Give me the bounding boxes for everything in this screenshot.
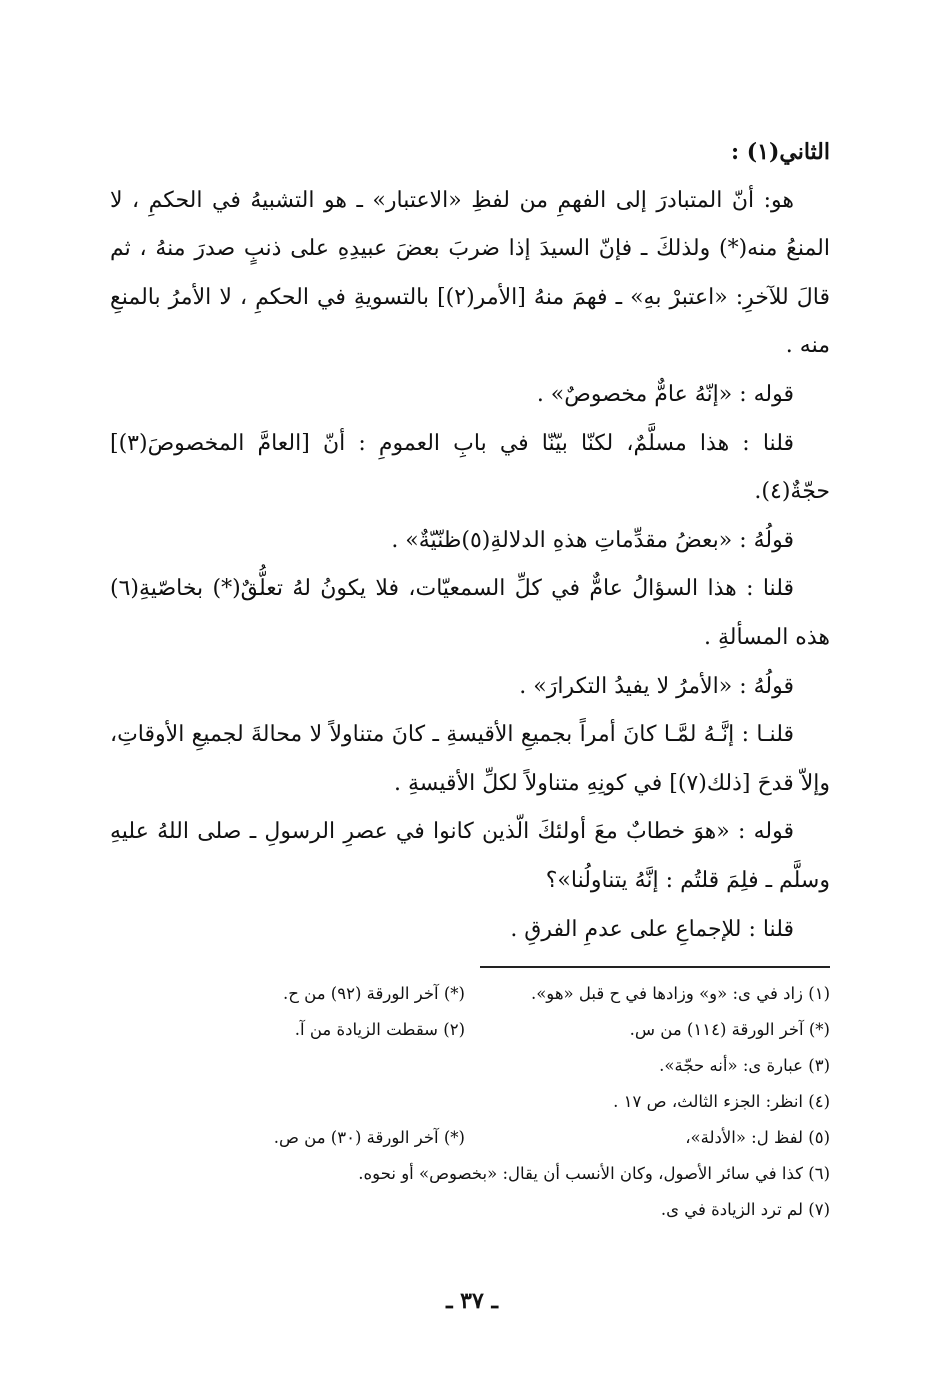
main-text: [110, 128, 830, 954]
paragraph: قوله : «إنّهُ عامٌّ مخصوصٌ» .: [536, 381, 794, 407]
footnote-row: [110, 976, 830, 1012]
footnote-4: (٤) انظر: الجزء الثالث، ص ١٧ .: [613, 1092, 830, 1111]
footnote-5: (٥) لفظ ل: «الأدلة»،: [685, 1128, 830, 1147]
paragraph: قلنا : للإجماعِ على عدمِ الفرقِ .: [510, 916, 794, 942]
page-number: ـ ٣٧ ـ: [446, 1288, 498, 1314]
footnote-7: (٧) لم ترد الزيادة في ى.: [660, 1200, 830, 1219]
footnote-marker-sad: (*) آخر الورقة (٣٠) من ص.: [273, 1128, 465, 1147]
paragraph: قلنا : هذا السؤالُ عامٌّ في كلِّ السمعيّات، فلا يكونُ لهُ تعلُّقٌ(*) بخاصّيةِ(٦) هذه المسألةِ .: [110, 576, 830, 650]
footnote-divider: [480, 966, 830, 968]
footnote-6: (٦) كذا في سائر الأصول، وكان الأنسب أن يقال: «بخصوص» أو نحوه.: [358, 1164, 830, 1183]
section-heading: الثاني(١) :: [730, 139, 830, 165]
footnote-marker-sin: (*) آخر الورقة (١١٤) من س.: [629, 1020, 830, 1039]
footnote-2: (٢) سقطت الزيادة من آ.: [294, 1020, 465, 1039]
footnote-3: (٣) عبارة ى: «أنه حجّة».: [659, 1056, 830, 1075]
paragraph: قوله : «هوَ خطابٌ معَ أولئكَ الّذين كانوا في عصرِ الرسولِ ـ صلى اللهُ عليهِ وسلَّم ـ فلِمَ قلتُم : إنَّهُ يتناولُنا»؟: [110, 819, 830, 893]
footnote-marker-ha: (*) آخر الورقة (٩٢) من ح.: [283, 984, 465, 1003]
paragraph: قولُهُ : «الأمرُ لا يفيدُ التكرارَ» .: [519, 673, 794, 699]
paragraph: قلنا : هذا مسلَّمٌ، لكنّا بيّنّا في بابِ العمومِ : أنّ [العامَّ المخصوصَ(٣)] حجّةٌ(٤).: [110, 430, 830, 505]
paragraph: قلنـا : إنَّـهُ لمَّـا كانَ أمراً بجميعِ الأقيسةِ ـ كانَ متناولاً لا محالةَ لجميعِ الأوقاتِ، وإلاّ قدحَ [ذلك(٧)] في كونِهِ متناولاً لكلِّ الأقيسةِ .: [110, 722, 830, 796]
paragraph: هو: أنّ المتبادرَ إلى الفهمِ من لفظِ «الاعتبار» ـ هو التشبيهُ في الحكمِ ، لا المنعُ منه(*) ولذلكَ ـ فإنّ السيدَ إذا ضربَ بعضَ عبيدِهِ على ذنبٍ صدرَ منهُ ، ثم قالَ للآخرِ: «اعتبرْ بهِ» ـ فهمَ منهُ [الأمر(٢)] بالتسويةِ في الحكمِ ، لا الأمرُ بالمنعِ منه .: [110, 187, 831, 359]
paragraph: قولُهُ : «بعضُ مقدِّماتِ هذهِ الدلالةِ(٥)ظنّيّةٌ» .: [391, 527, 794, 553]
footnote-row: [110, 1012, 830, 1048]
footnote-1: (١) زاد في ى: «و» وزادها في ح قبل «هو».: [530, 984, 830, 1003]
footnotes: [110, 976, 830, 1228]
footnote-row: [110, 1120, 830, 1156]
